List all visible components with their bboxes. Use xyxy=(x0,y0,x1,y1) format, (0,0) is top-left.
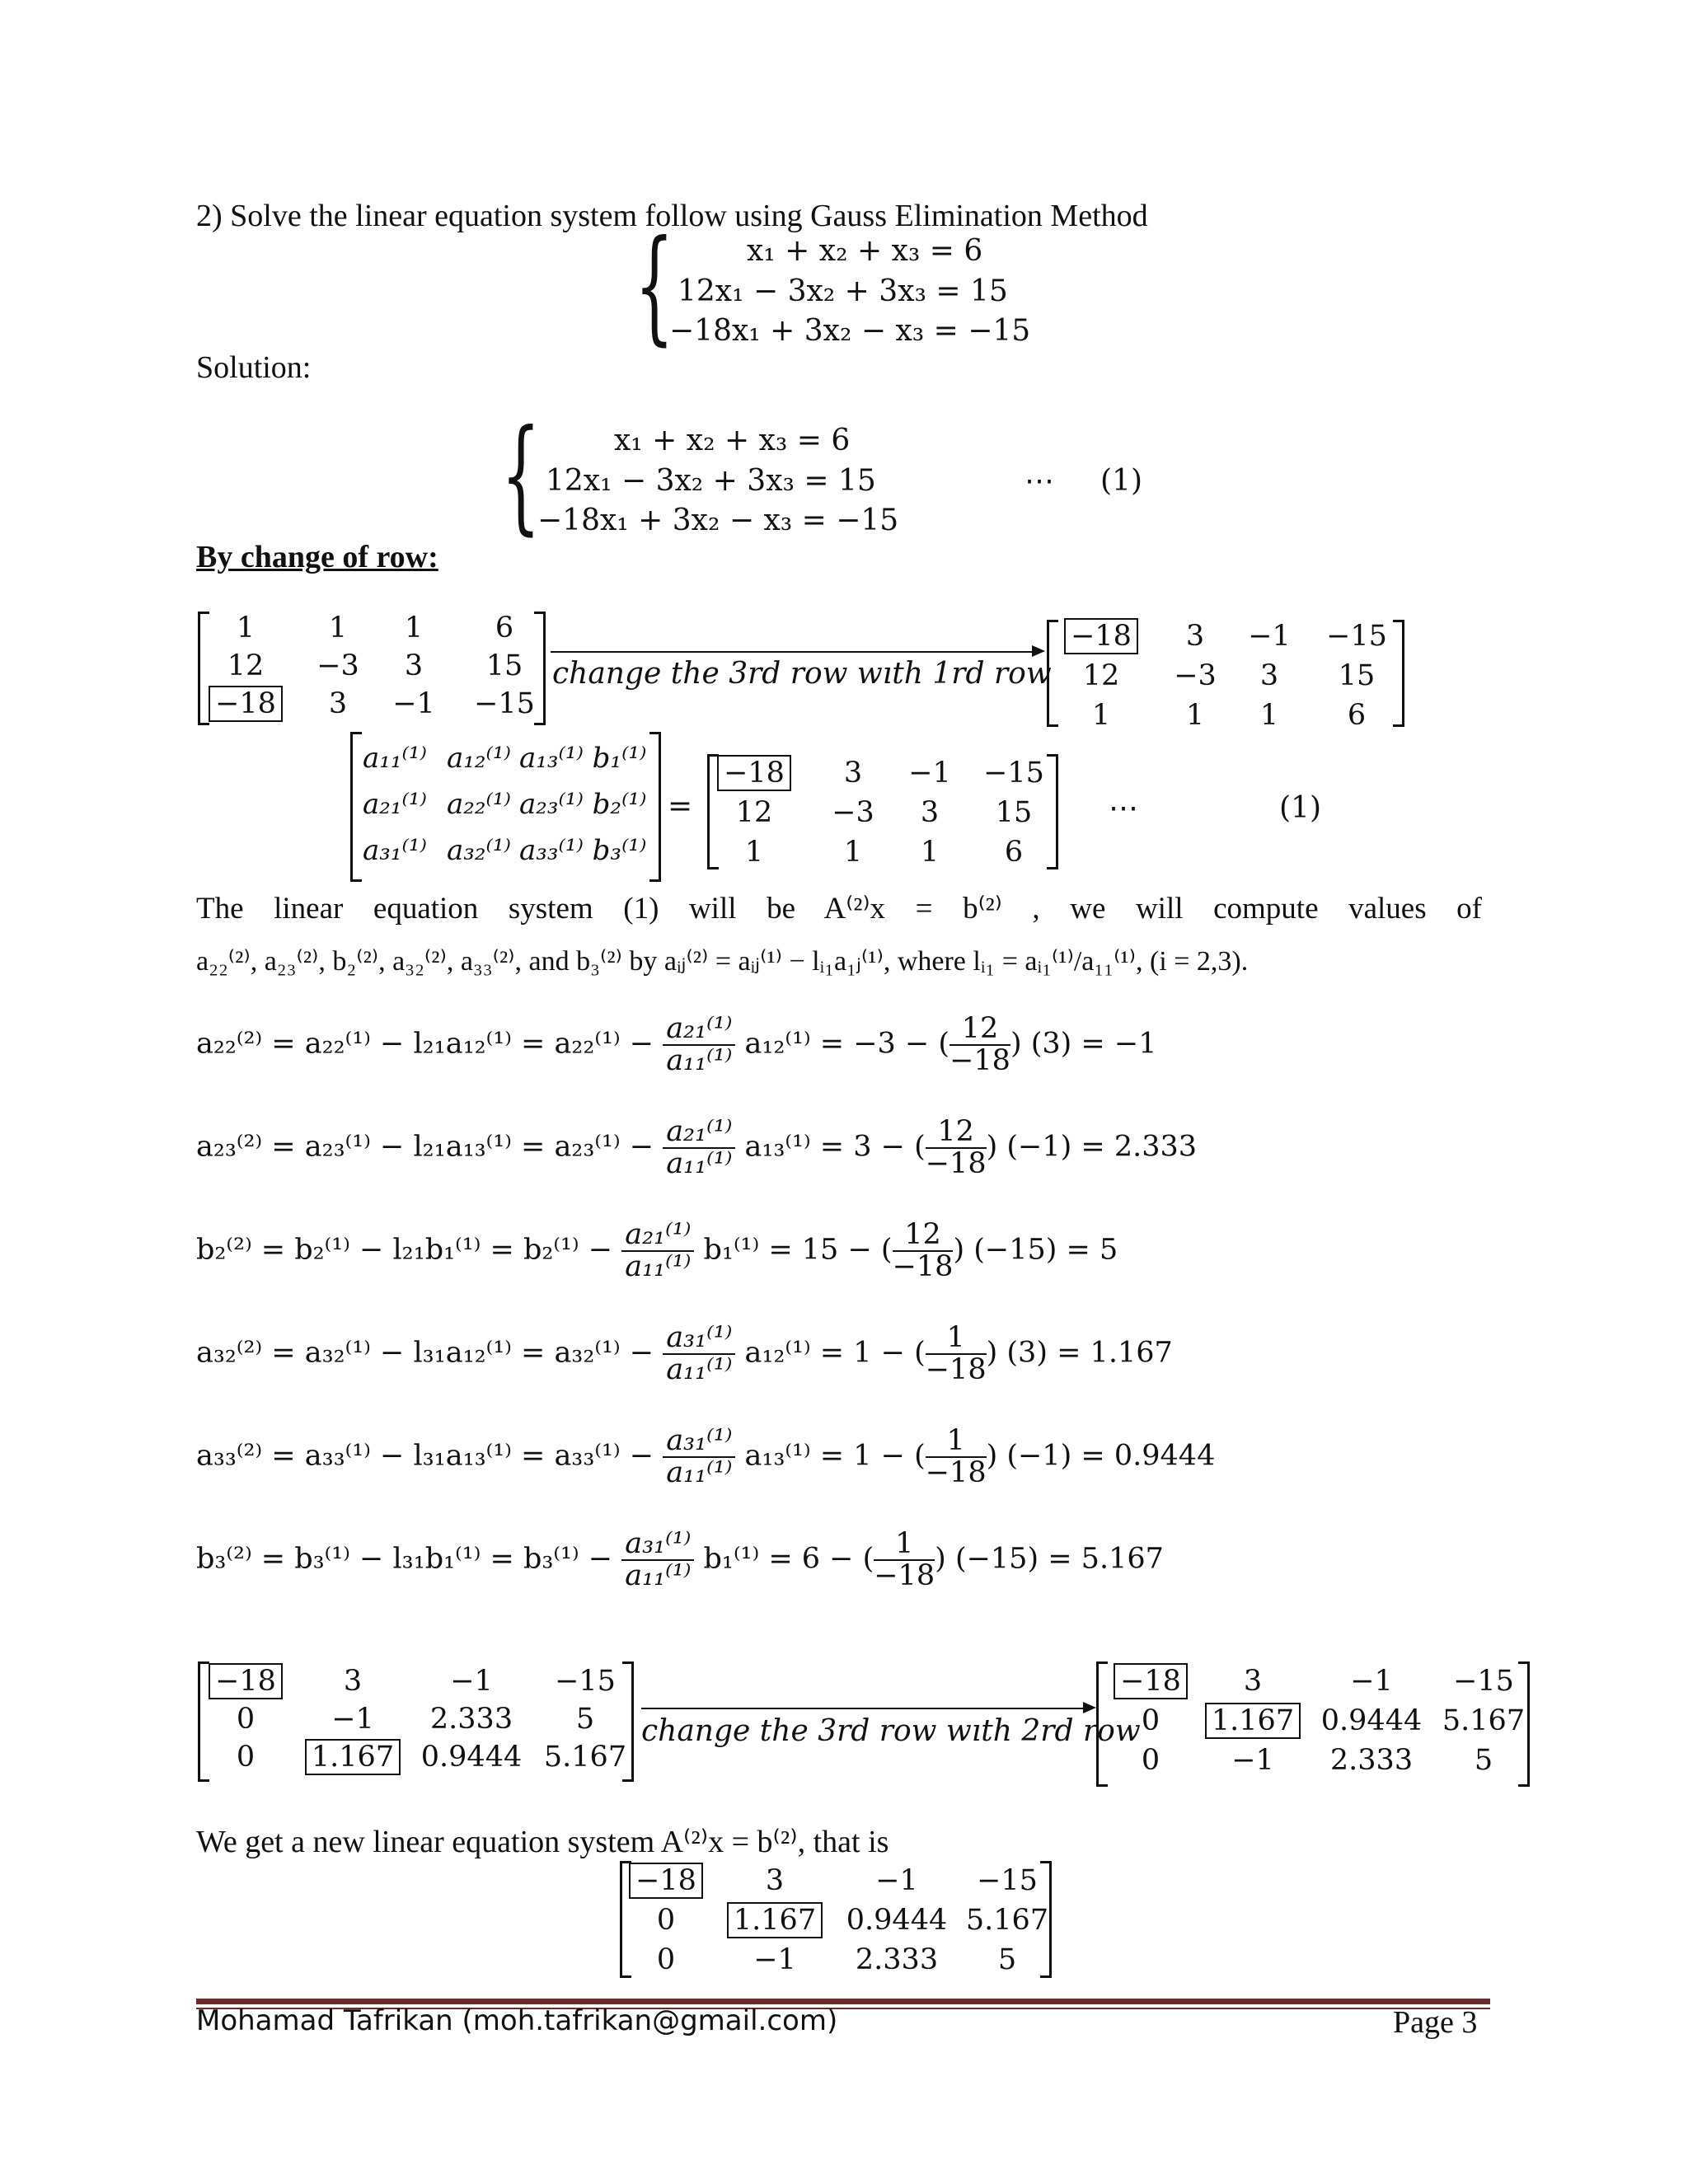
symbolic-cell: a₁₂⁽¹⁾ xyxy=(447,742,511,775)
matrix-cell: −3 xyxy=(316,649,359,682)
matrix-cell: 12 xyxy=(1082,659,1120,692)
matrix-cell: −1 xyxy=(392,687,435,720)
symbolic-cell: a₂₂⁽¹⁾ xyxy=(447,788,511,821)
computation-line: a₃₃⁽²⁾ = a₃₃⁽¹⁾ − l₃₁a₁₃⁽¹⁾ = a₃₃⁽¹⁾ − $\frac{\text{a₃₁⁽¹⁾}}{\text{a₁₁⁽¹⁾}}$ a₁₃⁽¹⁾ = 1 − ( $\frac{1}{-18}$ ) (−1) = 0.9444 xyxy=(196,1424,1216,1489)
ratio-fraction xyxy=(621,1529,694,1591)
fraction-denominator: −18 xyxy=(874,1558,935,1592)
matrix-tag-dots: ⋯ xyxy=(1109,791,1138,825)
matrix-cell: 3 xyxy=(765,1864,785,1897)
matrix-cell: 3 xyxy=(343,1665,363,1698)
computation-multiplier: a₁₂⁽¹⁾ xyxy=(744,1027,811,1061)
matrix-cell: −18 xyxy=(1027,620,1175,653)
computation-line: b₂⁽²⁾ = b₂⁽¹⁾ − l₂₁b₁⁽¹⁾ = b₂⁽¹⁾ − $\frac{\text{a₂₁⁽¹⁾}}{\text{a₁₁⁽¹⁾}}$ b₁⁽¹⁾ = 15 − ( $\frac{12}{-18}$ ) (−15) = 5 xyxy=(196,1218,1118,1283)
symbolic-cell: a₃₂⁽¹⁾ xyxy=(447,834,511,867)
ratio-fraction xyxy=(663,1426,735,1488)
fraction-numerator: a₂₁⁽¹⁾ xyxy=(663,1117,735,1149)
computation-line: a₃₂⁽²⁾ = a₃₂⁽¹⁾ − l₃₁a₁₂⁽¹⁾ = a₃₂⁽¹⁾ − $\frac{\text{a₃₁⁽¹⁾}}{\text{a₁₁⁽¹⁾}}$ a₁₂⁽¹⁾ = 1 − ( $\frac{1}{-18}$ ) (3) = 1.167 xyxy=(196,1321,1173,1386)
matrix-cell: 6 xyxy=(1347,699,1367,732)
symbolic-cell: a₂₃⁽¹⁾ b₂⁽¹⁾ xyxy=(519,788,647,821)
ratio-fraction xyxy=(663,1323,735,1385)
matrix-cell: −1 xyxy=(450,1665,493,1698)
fraction-numerator: 12 xyxy=(926,1117,987,1149)
matrix-cell: 5.167 xyxy=(543,1741,627,1774)
computation-lhs: b₂⁽²⁾ = b₂⁽¹⁾ − l₂₁b₁⁽¹⁾ = b₂⁽¹⁾ − xyxy=(196,1233,613,1267)
fraction-numerator: a₂₁⁽¹⁾ xyxy=(621,1220,694,1252)
computation-multiplier: a₁₃⁽¹⁾ xyxy=(744,1130,811,1164)
computation-value: = 15 − xyxy=(768,1233,872,1267)
matrix-cell: 1 xyxy=(1259,699,1279,732)
matrix-cell: 3 xyxy=(1243,1665,1263,1698)
symbolic-cell: a₃₃⁽¹⁾ b₃⁽¹⁾ xyxy=(519,834,647,867)
matrix-cell: −18 xyxy=(680,757,828,790)
matrix-cell: 15 xyxy=(1338,659,1376,692)
matrix-cell: −15 xyxy=(983,757,1044,790)
numeric-fraction xyxy=(926,1323,987,1385)
matrix-cell: 3 xyxy=(843,757,863,790)
fraction-denominator: −18 xyxy=(925,1455,987,1489)
matrix-cell: −1 xyxy=(908,757,951,790)
matrix-bracket-right xyxy=(1040,1861,1052,1978)
matrix-cell: 5.167 xyxy=(965,1904,1049,1937)
matrix-cell: 3 xyxy=(404,649,424,682)
matrix-bracket-right xyxy=(1047,754,1058,869)
matrix-cell: −15 xyxy=(474,687,535,720)
matrix-cell: 0 xyxy=(236,1741,256,1774)
fraction-numerator: 12 xyxy=(893,1220,954,1252)
matrix-cell: 2.333 xyxy=(855,1943,939,1976)
computation-value: = 6 − xyxy=(768,1542,854,1576)
fraction-denominator: −18 xyxy=(925,1146,987,1180)
computation-lhs: a₂₃⁽²⁾ = a₂₃⁽¹⁾ − l₂₁a₁₃⁽¹⁾ = a₂₃⁽¹⁾ − xyxy=(196,1130,654,1164)
numeric-fraction xyxy=(926,1117,987,1179)
system-tag: (1) xyxy=(1100,464,1142,498)
footer-page-number: Page 3 xyxy=(1393,2005,1478,2040)
matrix-cell: 0 xyxy=(236,1703,256,1736)
matrix-cell: 1.167 xyxy=(1179,1704,1327,1737)
fraction-denominator: a₁₁⁽¹⁾ xyxy=(625,1558,692,1592)
equals-sign: = xyxy=(668,790,693,823)
matrix-cell: 0 xyxy=(656,1943,676,1976)
matrix-cell: −18 xyxy=(592,1864,740,1897)
matrix-cell: 1 xyxy=(1091,699,1111,732)
fraction-numerator: 1 xyxy=(874,1529,935,1561)
matrix-cell: 0 xyxy=(656,1904,676,1937)
matrix-cell: 5 xyxy=(575,1703,595,1736)
ratio-fraction xyxy=(621,1220,694,1282)
matrix-bracket-left xyxy=(350,732,362,882)
matrix-cell: −15 xyxy=(1453,1665,1514,1698)
computation-result: (−1) = 0.9444 xyxy=(1006,1439,1216,1473)
matrix-cell: −15 xyxy=(555,1665,616,1698)
fraction-numerator: 1 xyxy=(926,1426,987,1458)
computation-lhs: b₃⁽²⁾ = b₃⁽¹⁾ − l₃₁b₁⁽¹⁾ = b₃⁽¹⁾ − xyxy=(196,1542,613,1576)
matrix-cell: 1 xyxy=(404,612,424,644)
computation-value: = −3 − xyxy=(819,1027,930,1061)
computation-line: a₂₂⁽²⁾ = a₂₂⁽¹⁾ − l₂₁a₁₂⁽¹⁾ = a₂₂⁽¹⁾ − $\frac{\text{a₂₁⁽¹⁾}}{\text{a₁₁⁽¹⁾}}$ a₁₂⁽¹⁾ = −3 − ( $\frac{12}{-18}$ ) (3) = −1 xyxy=(196,1012,1157,1077)
computation-result: (−1) = 2.333 xyxy=(1006,1130,1198,1164)
matrix-cell: −1 xyxy=(1248,620,1291,653)
matrix-cell: −1 xyxy=(1231,1744,1274,1777)
arrow-line xyxy=(551,651,1037,653)
matrix-cell: 1 xyxy=(236,612,256,644)
matrix-cell: 2.333 xyxy=(429,1703,513,1736)
computation-lhs: a₂₂⁽²⁾ = a₂₂⁽¹⁾ − l₂₁a₁₂⁽¹⁾ = a₂₂⁽¹⁾ − xyxy=(196,1027,654,1061)
computation-multiplier: a₁₃⁽¹⁾ xyxy=(744,1439,811,1473)
matrix-cell: 6 xyxy=(495,612,514,644)
matrix-cell: −15 xyxy=(1326,620,1387,653)
symbolic-cell: a₃₁⁽¹⁾ xyxy=(363,834,427,867)
swap-caption-2: change the 3rd row wıth 2rd row xyxy=(641,1714,1141,1748)
matrix-cell: −15 xyxy=(977,1864,1038,1897)
symbolic-cell: a₁₁⁽¹⁾ xyxy=(363,742,427,775)
matrix-cell: 1 xyxy=(328,612,348,644)
left-brace: { xyxy=(635,214,674,358)
matrix-cell: 3 xyxy=(920,796,940,829)
matrix-cell: 12 xyxy=(227,649,265,682)
computation-multiplier: b₁⁽¹⁾ xyxy=(703,1542,760,1576)
matrix-cell: −1 xyxy=(1350,1665,1393,1698)
computation-result: (3) = 1.167 xyxy=(1006,1336,1173,1370)
matrix-cell: 3 xyxy=(328,687,348,720)
matrix-cell: 0.9444 xyxy=(1320,1704,1423,1737)
left-brace: { xyxy=(501,404,541,547)
matrix-cell: 15 xyxy=(995,796,1033,829)
fraction-denominator: a₁₁⁽¹⁾ xyxy=(625,1249,692,1283)
matrix-cell: 3 xyxy=(1259,659,1279,692)
matrix-cell: 1 xyxy=(843,836,863,869)
matrix-cell: 1 xyxy=(744,836,764,869)
matrix-bracket-right xyxy=(622,1661,634,1782)
computation-multiplier: a₁₂⁽¹⁾ xyxy=(744,1336,811,1370)
matrix-cell: 12 xyxy=(735,796,773,829)
paragraph-line-2: a₂₂⁽²⁾, a₂₃⁽²⁾, b₂⁽²⁾, a₃₂⁽²⁾, a₃₃⁽²⁾, and b₃⁽²⁾ by aᵢⱼ⁽²⁾ = aᵢⱼ⁽¹⁾ − lᵢ₁a₁ⱼ⁽¹⁾, where lᵢ₁ = aᵢ₁⁽¹⁾/a₁₁⁽¹⁾, (i = 2,3). xyxy=(196,946,1249,977)
fraction-numerator: 1 xyxy=(926,1323,987,1355)
matrix-cell: 1 xyxy=(920,836,940,869)
equation-1: x₁ + x₂ + x₃ = 6 xyxy=(747,234,983,268)
matrix-cell: 1.167 xyxy=(701,1904,849,1937)
matrix-cell: −3 xyxy=(832,796,874,829)
symbolic-cell: a₂₁⁽¹⁾ xyxy=(363,788,427,821)
ratio-fraction xyxy=(663,1117,735,1179)
computation-lhs: a₃₂⁽²⁾ = a₃₂⁽¹⁾ − l₃₁a₁₂⁽¹⁾ = a₃₂⁽¹⁾ − xyxy=(196,1336,654,1370)
matrix-cell: 6 xyxy=(1004,836,1024,869)
matrix-cell: 1 xyxy=(1185,699,1205,732)
matrix-bracket-right xyxy=(534,612,546,725)
matrix-tag: (1) xyxy=(1279,791,1321,825)
matrix-bracket-right xyxy=(1393,620,1404,727)
computation-line: b₃⁽²⁾ = b₃⁽¹⁾ − l₃₁b₁⁽¹⁾ = b₃⁽¹⁾ − $\frac{\text{a₃₁⁽¹⁾}}{\text{a₁₁⁽¹⁾}}$ b₁⁽¹⁾ = 6 − ( $\frac{1}{-18}$ ) (−15) = 5.167 xyxy=(196,1527,1164,1592)
equation-2: 12x₁ − 3x₂ + 3x₃ = 15 xyxy=(678,274,1008,308)
matrix-bracket-right xyxy=(649,732,661,882)
numeric-fraction xyxy=(874,1529,935,1591)
numeric-fraction xyxy=(950,1014,1010,1076)
fraction-numerator: a₃₁⁽¹⁾ xyxy=(621,1529,694,1561)
computation-result: (−15) = 5.167 xyxy=(954,1542,1164,1576)
solution-label: Solution: xyxy=(196,350,312,385)
fraction-denominator: −18 xyxy=(950,1043,1010,1077)
system-equation-2: 12x₁ − 3x₂ + 3x₃ = 15 xyxy=(546,464,876,498)
computation-value: = 3 − xyxy=(819,1130,905,1164)
matrix-cell: −1 xyxy=(875,1864,918,1897)
matrix-cell: −18 xyxy=(171,687,320,720)
matrix-cell: 5 xyxy=(997,1943,1017,1976)
final-statement: We get a new linear equation system A⁽²⁾x = b⁽²⁾, that is xyxy=(196,1825,889,1859)
system-equation-1: x₁ + x₂ + x₃ = 6 xyxy=(614,424,851,457)
system-tag-dots: ⋯ xyxy=(1025,464,1054,498)
matrix-bracket-right xyxy=(1518,1661,1530,1787)
matrix-cell: 5 xyxy=(1474,1744,1493,1777)
matrix-cell: 0.9444 xyxy=(846,1904,948,1937)
computation-multiplier: b₁⁽¹⁾ xyxy=(703,1233,760,1267)
matrix-cell: 0.9444 xyxy=(420,1741,523,1774)
footer-author: Mohamad Tafrikan (moh.tafrikan@gmail.com) xyxy=(196,2004,838,2037)
matrix-cell: −3 xyxy=(1174,659,1217,692)
fraction-numerator: a₂₁⁽¹⁾ xyxy=(663,1014,735,1046)
computation-line: a₂₃⁽²⁾ = a₂₃⁽¹⁾ − l₂₁a₁₃⁽¹⁾ = a₂₃⁽¹⁾ − $\frac{\text{a₂₁⁽¹⁾}}{\text{a₁₁⁽¹⁾}}$ a₁₃⁽¹⁾ = 3 − ( $\frac{12}{-18}$ ) (−1) = 2.333 xyxy=(196,1115,1198,1180)
numeric-fraction xyxy=(893,1220,954,1282)
fraction-denominator: a₁₁⁽¹⁾ xyxy=(666,1043,733,1077)
footer-rule xyxy=(196,1999,1490,2004)
fraction-numerator: a₃₁⁽¹⁾ xyxy=(663,1323,735,1355)
computation-value: = 1 − xyxy=(819,1439,905,1473)
fraction-numerator: a₃₁⁽¹⁾ xyxy=(663,1426,735,1458)
computation-value: = 1 − xyxy=(819,1336,905,1370)
arrow-line xyxy=(641,1708,1090,1709)
matrix-cell: −18 xyxy=(1076,1665,1225,1698)
computation-result: (3) = −1 xyxy=(1030,1027,1157,1061)
matrix-cell: −1 xyxy=(753,1943,796,1976)
fraction-denominator: a₁₁⁽¹⁾ xyxy=(666,1146,733,1180)
problem-heading: 2) Solve the linear equation system follow using Gauss Elimination Method xyxy=(196,199,1148,233)
matrix-cell: 0 xyxy=(1141,1704,1160,1737)
matrix-cell: 5.167 xyxy=(1442,1704,1526,1737)
matrix-cell: −18 xyxy=(171,1665,320,1698)
matrix-cell: 0 xyxy=(1141,1744,1160,1777)
fraction-denominator: a₁₁⁽¹⁾ xyxy=(666,1455,733,1489)
numeric-fraction xyxy=(926,1426,987,1488)
computation-result: (−15) = 5 xyxy=(973,1233,1118,1267)
fraction-denominator: −18 xyxy=(925,1352,987,1386)
equation-3: −18x₁ + 3x₂ − x₃ = −15 xyxy=(669,314,1031,348)
fraction-numerator: 12 xyxy=(950,1014,1010,1046)
computation-lhs: a₃₃⁽²⁾ = a₃₃⁽¹⁾ − l₃₁a₁₃⁽¹⁾ = a₃₃⁽¹⁾ − xyxy=(196,1439,654,1473)
matrix-cell: 2.333 xyxy=(1329,1744,1414,1777)
ratio-fraction xyxy=(663,1014,735,1076)
swap-caption-1: change the 3rd row wıth 1rd row xyxy=(552,657,1052,691)
matrix-cell: 3 xyxy=(1185,620,1205,653)
matrix-cell: 15 xyxy=(485,649,523,682)
fraction-denominator: −18 xyxy=(892,1249,954,1283)
matrix-cell: −1 xyxy=(331,1703,374,1736)
fraction-denominator: a₁₁⁽¹⁾ xyxy=(666,1352,733,1386)
system-equation-3: −18x₁ + 3x₂ − x₃ = −15 xyxy=(537,504,899,537)
section-title: By change of row: xyxy=(196,540,438,574)
matrix-cell: 1.167 xyxy=(279,1741,427,1774)
paragraph-line-1: The linear equation system (1) will be A⁽²⁾x = b⁽²⁾ , we will compute values of xyxy=(196,892,1482,926)
symbolic-cell: a₁₃⁽¹⁾ b₁⁽¹⁾ xyxy=(519,742,647,775)
